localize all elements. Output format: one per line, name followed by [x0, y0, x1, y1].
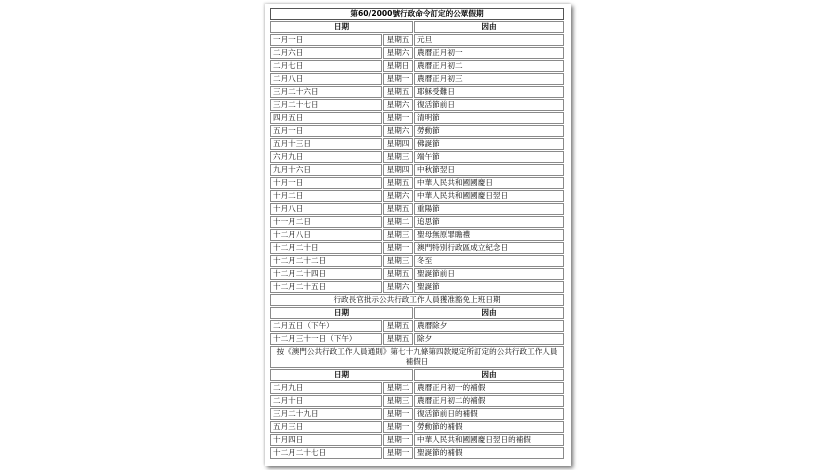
weekday-cell: 星期一 — [383, 434, 413, 446]
date-cell: 九月十六日 — [270, 164, 382, 176]
date-cell: 十二月二十日 — [270, 242, 382, 254]
date-cell: 一月一日 — [270, 34, 382, 46]
weekday-cell: 星期五 — [383, 333, 413, 345]
header-reason: 因由 — [414, 369, 564, 381]
weekday-cell: 星期五 — [383, 320, 413, 332]
table-row — [270, 125, 564, 137]
date-cell: 二月七日 — [270, 60, 382, 72]
header-date: 日期 — [270, 307, 413, 319]
header-reason: 因由 — [414, 21, 564, 33]
document-page — [265, 4, 571, 466]
date-cell: 五月一日 — [270, 125, 382, 137]
reason-cell: 冬至 — [414, 255, 564, 267]
table-title: 第60/2000號行政命令訂定的公眾假期 — [270, 8, 564, 20]
section-title-row — [270, 294, 564, 306]
date-cell: 五月三日 — [270, 421, 382, 433]
table-row — [270, 320, 564, 332]
date-cell: 十月一日 — [270, 177, 382, 189]
weekday-cell: 星期一 — [383, 421, 413, 433]
table-row — [270, 99, 564, 111]
header-row — [270, 307, 564, 319]
reason-cell: 農曆除夕 — [414, 320, 564, 332]
table-row — [270, 164, 564, 176]
table-row — [270, 60, 564, 72]
date-cell: 四月五日 — [270, 112, 382, 124]
header-date: 日期 — [270, 369, 413, 381]
date-cell: 十月四日 — [270, 434, 382, 446]
section-title: 行政長官批示公共行政工作人員獲准豁免上班日期 — [270, 294, 564, 306]
reason-cell: 農曆正月初三 — [414, 73, 564, 85]
table-row — [270, 73, 564, 85]
weekday-cell: 星期一 — [383, 408, 413, 420]
weekday-cell: 星期五 — [383, 268, 413, 280]
reason-cell: 復活節前日的補假 — [414, 408, 564, 420]
table-row — [270, 382, 564, 394]
weekday-cell: 星期三 — [383, 229, 413, 241]
weekday-cell: 星期三 — [383, 255, 413, 267]
reason-cell: 中秋節翌日 — [414, 164, 564, 176]
weekday-cell: 星期五 — [383, 86, 413, 98]
date-cell: 十二月二十五日 — [270, 281, 382, 293]
reason-cell: 中華人民共和國國慶日翌日的補假 — [414, 434, 564, 446]
weekday-cell: 星期六 — [383, 47, 413, 59]
reason-cell: 農曆正月初一的補假 — [414, 382, 564, 394]
date-cell: 三月二十七日 — [270, 99, 382, 111]
date-cell: 二月九日 — [270, 382, 382, 394]
table-row — [270, 395, 564, 407]
date-cell: 二月十日 — [270, 395, 382, 407]
date-cell: 十二月二十七日 — [270, 447, 382, 459]
header-reason: 因由 — [414, 307, 564, 319]
reason-cell: 重陽節 — [414, 203, 564, 215]
table-row — [270, 268, 564, 280]
weekday-cell: 星期四 — [383, 164, 413, 176]
reason-cell: 中華人民共和國國慶日 — [414, 177, 564, 189]
table-row — [270, 216, 564, 228]
date-cell: 十二月三十一日（下午） — [270, 333, 382, 345]
weekday-cell: 星期六 — [383, 190, 413, 202]
table-row — [270, 190, 564, 202]
reason-cell: 聖誕節 — [414, 281, 564, 293]
weekday-cell: 星期三 — [383, 151, 413, 163]
table-row — [270, 47, 564, 59]
reason-cell: 除夕 — [414, 333, 564, 345]
reason-cell: 農曆正月初二的補假 — [414, 395, 564, 407]
table-row — [270, 151, 564, 163]
weekday-cell: 星期日 — [383, 60, 413, 72]
reason-cell: 聖誕節的補假 — [414, 447, 564, 459]
table-row — [270, 203, 564, 215]
weekday-cell: 星期一 — [383, 112, 413, 124]
table-row — [270, 177, 564, 189]
reason-cell: 農曆正月初一 — [414, 47, 564, 59]
reason-cell: 復活節前日 — [414, 99, 564, 111]
weekday-cell: 星期三 — [383, 395, 413, 407]
date-cell: 十二月二十四日 — [270, 268, 382, 280]
table-row — [270, 138, 564, 150]
table-row — [270, 34, 564, 46]
holiday-table — [269, 7, 565, 460]
date-cell: 三月二十九日 — [270, 408, 382, 420]
table-row — [270, 408, 564, 420]
table-row — [270, 434, 564, 446]
holiday-table-body — [270, 8, 564, 459]
weekday-cell: 星期六 — [383, 99, 413, 111]
reason-cell: 勞動節 — [414, 125, 564, 137]
header-row — [270, 369, 564, 381]
header-date: 日期 — [270, 21, 413, 33]
date-cell: 二月五日（下午） — [270, 320, 382, 332]
reason-cell: 聖母無原罪瞻禮 — [414, 229, 564, 241]
date-cell: 十二月八日 — [270, 229, 382, 241]
reason-cell: 追思節 — [414, 216, 564, 228]
weekday-cell: 星期二 — [383, 216, 413, 228]
table-row — [270, 255, 564, 267]
date-cell: 三月二十六日 — [270, 86, 382, 98]
weekday-cell: 星期五 — [383, 34, 413, 46]
reason-cell: 勞動節的補假 — [414, 421, 564, 433]
table-row — [270, 333, 564, 345]
section-title-row — [270, 346, 564, 368]
weekday-cell: 星期六 — [383, 281, 413, 293]
table-row — [270, 447, 564, 459]
reason-cell: 聖誕節前日 — [414, 268, 564, 280]
reason-cell: 元旦 — [414, 34, 564, 46]
weekday-cell: 星期五 — [383, 203, 413, 215]
date-cell: 十一月二日 — [270, 216, 382, 228]
table-row — [270, 86, 564, 98]
table-row — [270, 421, 564, 433]
table-row — [270, 281, 564, 293]
date-cell: 十月二日 — [270, 190, 382, 202]
date-cell: 五月十三日 — [270, 138, 382, 150]
reason-cell: 中華人民共和國國慶日翌日 — [414, 190, 564, 202]
date-cell: 十月八日 — [270, 203, 382, 215]
reason-cell: 澳門特別行政區成立紀念日 — [414, 242, 564, 254]
table-row — [270, 112, 564, 124]
weekday-cell: 星期四 — [383, 138, 413, 150]
table-row — [270, 242, 564, 254]
weekday-cell: 星期一 — [383, 242, 413, 254]
reason-cell: 端午節 — [414, 151, 564, 163]
weekday-cell: 星期二 — [383, 382, 413, 394]
title-row — [270, 8, 564, 20]
reason-cell: 農曆正月初二 — [414, 60, 564, 72]
reason-cell: 清明節 — [414, 112, 564, 124]
date-cell: 二月八日 — [270, 73, 382, 85]
date-cell: 十二月二十二日 — [270, 255, 382, 267]
weekday-cell: 星期一 — [383, 447, 413, 459]
weekday-cell: 星期六 — [383, 125, 413, 137]
reason-cell: 耶穌受難日 — [414, 86, 564, 98]
date-cell: 二月六日 — [270, 47, 382, 59]
section-title: 按《澳門公共行政工作人員通則》第七十九條第四款規定所訂定的公共行政工作人員補假日 — [270, 346, 564, 368]
weekday-cell: 星期五 — [383, 177, 413, 189]
reason-cell: 佛誕節 — [414, 138, 564, 150]
weekday-cell: 星期一 — [383, 73, 413, 85]
table-row — [270, 229, 564, 241]
header-row — [270, 21, 564, 33]
date-cell: 六月九日 — [270, 151, 382, 163]
